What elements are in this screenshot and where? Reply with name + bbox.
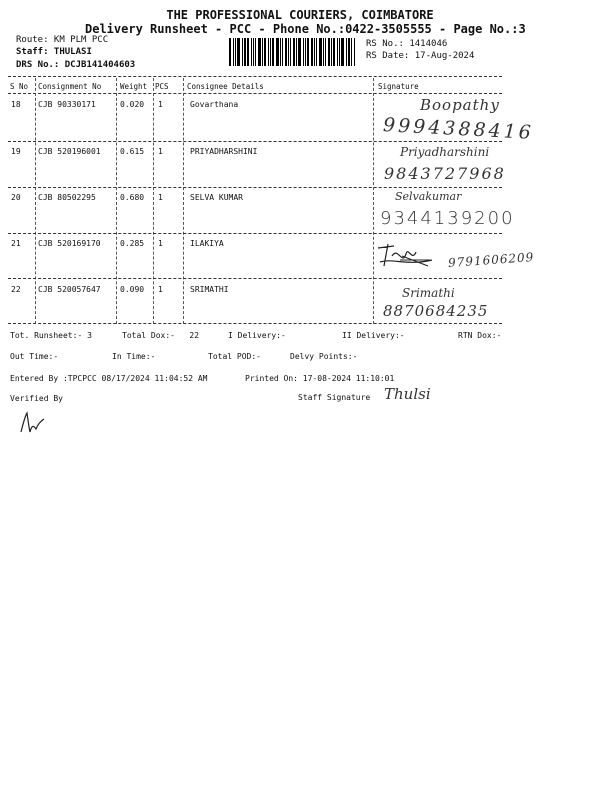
barcode-bar: [311, 38, 313, 66]
barcode-bar: [244, 38, 246, 66]
barcode-bar: [258, 38, 261, 66]
barcode-bar: [290, 38, 291, 66]
table-top-rule: [8, 76, 502, 77]
row-consignment: CJB 90330171: [38, 100, 96, 109]
runsheet-title: Delivery Runsheet - PCC - Phone No.:0422-3505555 - Page No.:3: [85, 22, 526, 36]
signature-phone: 9344139200: [380, 208, 515, 229]
signature-phone: 9791606209: [447, 250, 535, 270]
barcode-bar: [251, 38, 252, 66]
verified-by: Verified By: [10, 394, 63, 403]
barcode-bar: [262, 38, 263, 66]
barcode: [229, 38, 361, 66]
barcode-bar: [288, 38, 289, 66]
col-divider: [373, 78, 374, 324]
row-consignee: PRIYADHARSHINI: [190, 147, 258, 156]
barcode-bar: [242, 38, 243, 66]
barcode-bar: [333, 38, 335, 66]
row-sno: 20: [11, 193, 21, 202]
barcode-bar: [235, 38, 236, 66]
header-bottom-rule: [8, 93, 502, 94]
col-consignment: Consignment No: [38, 82, 102, 91]
row-pcs: 1: [158, 100, 163, 109]
barcode-bar: [319, 38, 322, 66]
staff-signature-label: Staff Signature: [298, 393, 371, 402]
printed-on: Printed On: 17-08-2024 11:10:01: [245, 374, 395, 383]
barcode-bar: [314, 38, 315, 66]
row-sno: 21: [11, 239, 21, 248]
signature-name: Srimathi: [402, 286, 455, 300]
signature-name: Priyadharshini: [400, 145, 490, 159]
barcode-bar: [255, 38, 256, 66]
col-signature: Signature: [378, 82, 419, 91]
barcode-bar: [282, 38, 283, 66]
signature-scribble: [372, 236, 444, 272]
row-pcs: 1: [158, 239, 163, 248]
row-weight: 0.020: [120, 100, 145, 109]
row-consignee: SRIMATHI: [190, 285, 229, 294]
barcode-bar: [337, 38, 338, 66]
col-divider: [153, 78, 154, 324]
row-sno: 22: [11, 285, 21, 294]
barcode-bar: [303, 38, 304, 66]
signature-phone: 9843727968: [384, 164, 506, 183]
total-dox: Total Dox:- 22: [122, 331, 200, 340]
barcode-bar: [276, 38, 279, 66]
drs-number: DRS No.: DCJB141404603: [16, 60, 136, 70]
row-consignment: CJB 520196001: [38, 147, 101, 156]
row-weight: 0.285: [120, 239, 145, 248]
barcode-bar: [316, 38, 317, 66]
company-title: THE PROFESSIONAL COURIERS, COIMBATORE: [166, 8, 434, 22]
row-divider: [8, 233, 502, 234]
rtn-dox: RTN Dox:-: [458, 331, 502, 340]
rs-date: RS Date: 17-Aug-2024: [366, 51, 475, 61]
barcode-bar: [331, 38, 332, 66]
barcode-bar: [339, 38, 340, 66]
barcode-bar: [293, 38, 295, 66]
row-consignment: CJB 520057647: [38, 285, 101, 294]
tot-runsheet: Tot. Runsheet:- 3: [10, 331, 92, 340]
row-weight: 0.615: [120, 147, 145, 156]
barcode-bar: [229, 38, 231, 66]
barcode-bar: [264, 38, 266, 66]
signature-phone: 8870684235: [383, 302, 489, 320]
barcode-bar: [323, 38, 324, 66]
row-consignment: CJB 80502295: [38, 193, 96, 202]
row-sno: 19: [11, 147, 21, 156]
barcode-bar: [307, 38, 309, 66]
barcode-bar: [253, 38, 254, 66]
row-consignee: SELVA KUMAR: [190, 193, 243, 202]
barcode-bar: [346, 38, 347, 66]
route-label: Route: KM PLM PCC: [16, 35, 109, 45]
ii-delivery: II Delivery:-: [342, 331, 405, 340]
row-weight: 0.680: [120, 193, 145, 202]
col-weight: Weight: [120, 82, 148, 91]
col-sno: S No: [10, 82, 29, 91]
barcode-bar: [270, 38, 271, 66]
row-divider: [8, 141, 502, 142]
row-weight: 0.090: [120, 285, 145, 294]
row-divider: [8, 278, 502, 279]
signature-name: Boopathy: [420, 96, 500, 114]
row-consignee: ILAKIYA: [190, 239, 224, 248]
rs-number: RS No.: 1414046: [366, 39, 448, 49]
barcode-bar: [305, 38, 306, 66]
row-pcs: 1: [158, 147, 163, 156]
barcode-bar: [296, 38, 297, 66]
entered-by: Entered By :TPCPCC 08/17/2024 11:04:52 AM: [10, 374, 208, 383]
row-consignment: CJB 520169170: [38, 239, 101, 248]
barcode-bar: [247, 38, 249, 66]
delvy-points: Delvy Points:-: [290, 352, 358, 361]
out-time: Out Time:-: [10, 352, 59, 361]
barcode-bar: [354, 38, 355, 66]
staff-signature-hand: Thulsi: [384, 385, 431, 403]
col-divider: [35, 78, 36, 324]
barcode-bar: [341, 38, 344, 66]
col-consignee: Consignee Details: [187, 82, 264, 91]
row-pcs: 1: [158, 193, 163, 202]
row-consignee: Govarthana: [190, 100, 239, 109]
barcode-bar: [268, 38, 269, 66]
barcode-bar: [280, 38, 281, 66]
barcode-bar: [348, 38, 350, 66]
barcode-bar: [237, 38, 240, 66]
barcode-bar: [285, 38, 287, 66]
total-pod: Total POD:-: [208, 352, 261, 361]
staff-label: Staff: THULASI: [16, 47, 92, 57]
table-bottom-rule: [8, 323, 502, 324]
col-divider: [183, 78, 184, 324]
verifier-initials: [18, 410, 50, 436]
row-sno: 18: [11, 100, 21, 109]
barcode-bar: [351, 38, 352, 66]
i-delivery: I Delivery:-: [228, 331, 286, 340]
barcode-bar: [325, 38, 326, 66]
barcode-bar: [272, 38, 274, 66]
barcode-bar: [298, 38, 301, 66]
row-pcs: 1: [158, 285, 163, 294]
row-divider: [8, 187, 502, 188]
barcode-bar: [328, 38, 330, 66]
barcode-bar: [233, 38, 234, 66]
in-time: In Time:-: [112, 352, 156, 361]
col-pcs: PCS: [155, 82, 169, 91]
signature-phone: 9994388416: [382, 114, 535, 144]
col-divider: [116, 78, 117, 324]
signature-name: Selvakumar: [395, 190, 462, 203]
